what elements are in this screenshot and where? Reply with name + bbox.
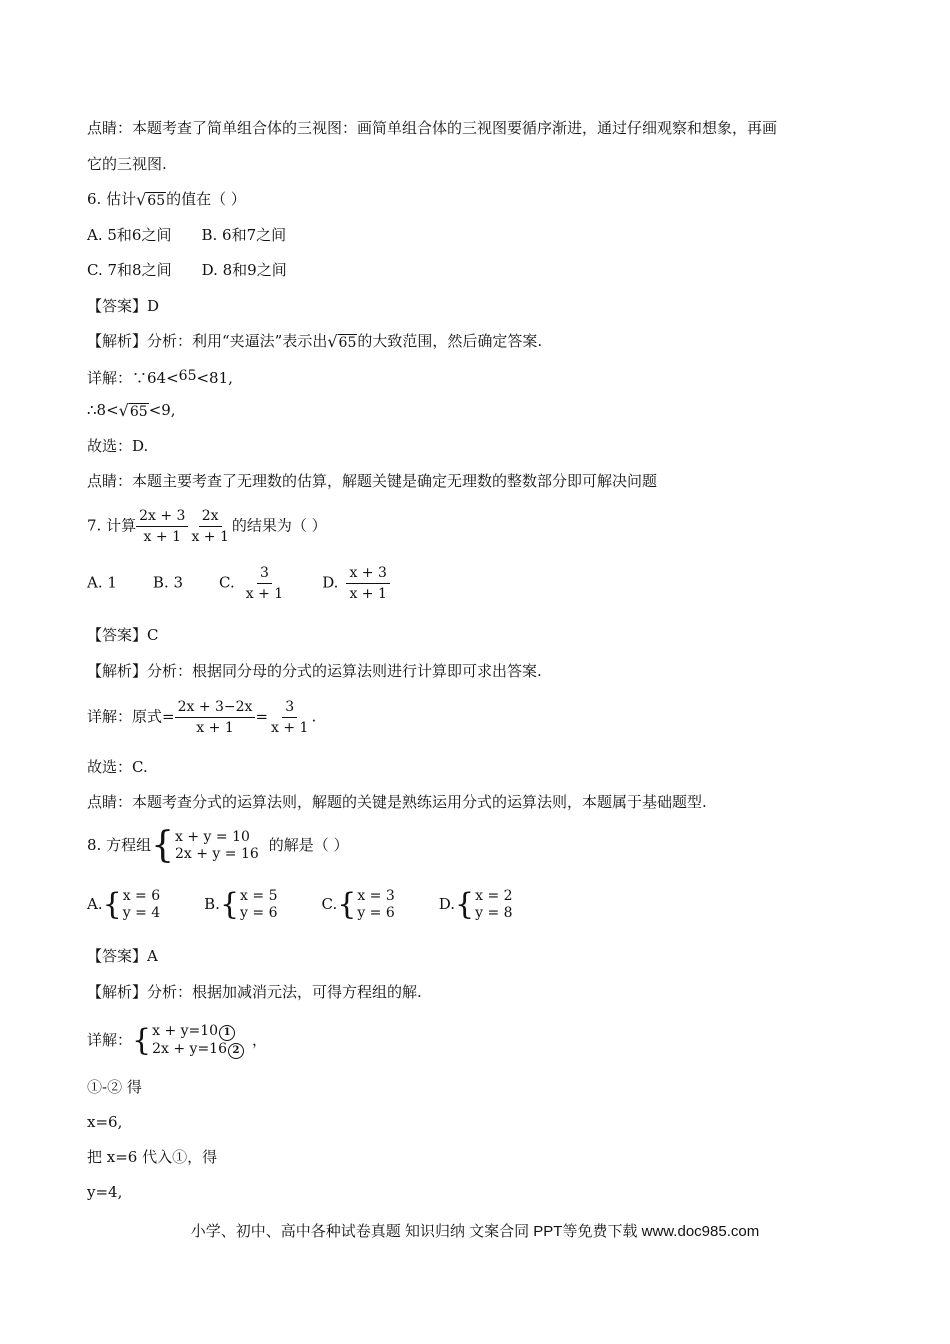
question-6 xyxy=(87,189,246,209)
answer-line: 【答案】A xyxy=(87,947,158,965)
option-a-label: A. xyxy=(87,895,103,913)
sqrt-symbol: √ 65 xyxy=(327,332,357,351)
step-line: ①-② 得 xyxy=(87,1078,142,1096)
question-text: 6. 估计 xyxy=(87,190,137,208)
step-line: x=6, xyxy=(87,1113,123,1131)
answer-line: 【答案】C xyxy=(87,626,159,644)
equation-system: { x + y = 10 2x + y = 16 xyxy=(151,825,259,866)
detail-line: ∴8< √ 65 <9, xyxy=(87,401,176,420)
circled-number-1: 1 xyxy=(219,1025,235,1041)
commentary-line: 它的三视图. xyxy=(87,155,167,173)
option-a: A. 1 xyxy=(87,573,117,592)
question-text: 7. 计算 xyxy=(87,516,137,535)
equation-system: { x + y=10 1 2x + y=16 2 xyxy=(132,1023,244,1059)
option-d: D. 8和9之间 xyxy=(201,261,287,279)
analysis-line: 【解析】分析：根据同分母的分式的运算法则进行计算即可求出答案. xyxy=(87,662,542,680)
option-b-system: { x = 5 y = 6 xyxy=(219,887,278,922)
note-line: 点睛：本题考查分式的运算法则，解题的关键是熟练运用分式的运算法则，本题属于基础题型. xyxy=(87,793,707,811)
fraction: $\frac{2x + 3}{x + 1}$ xyxy=(136,507,188,546)
option-a-system: { x = 6 y = 4 xyxy=(102,887,161,922)
detail-line: 详解： { x + y=10 1 2x + y=16 2 ， xyxy=(87,1023,268,1058)
option-c-label: C. xyxy=(219,573,235,592)
circled-number-2: 2 xyxy=(228,1043,244,1059)
fraction: $\frac{3}{x + 1}$ xyxy=(271,699,309,736)
option-d-label: D. xyxy=(322,573,339,592)
options-row xyxy=(87,260,287,280)
option-c-fraction: $\frac{3}{x + 1}$ xyxy=(245,565,284,602)
choose-line: 故选：C. xyxy=(87,758,148,776)
analysis-line: 【解析】分析：利用“夹逼法”表示出 √ 65 的大致范围，然后确定答案. xyxy=(87,332,543,351)
choose-line: 故选：D. xyxy=(87,437,149,455)
option-d-fraction: $\frac{x + 3}{x + 1}$ xyxy=(346,564,389,603)
option-a: A. 5和6之间 xyxy=(87,226,172,244)
option-d-system: { x = 2 y = 8 xyxy=(455,887,513,922)
answer-line: 【答案】D xyxy=(87,297,160,315)
note-line: 点睛：本题主要考查了无理数的估算，解题关键是确定无理数的整数部分即可解决问题 xyxy=(87,472,658,490)
options-row xyxy=(87,888,513,922)
question-text: 的结果为（ ） xyxy=(231,516,327,535)
question-text: 的值在（ ） xyxy=(166,190,246,208)
question-text: 8. 方程组 xyxy=(87,836,152,854)
option-c: C. 7和8之间 xyxy=(87,261,172,279)
options-row xyxy=(87,225,286,245)
fraction: $\frac{2x}{x + 1}$ xyxy=(191,508,229,545)
question-text: 的解是（ ） xyxy=(268,836,349,854)
detail-line: 详解：∵64<65<81, xyxy=(87,368,233,387)
sqrt-symbol: √ 65 xyxy=(136,190,166,209)
option-d-label: D. xyxy=(438,895,456,913)
question-7 xyxy=(87,507,327,546)
option-c-label: C. xyxy=(321,895,338,913)
options-row xyxy=(87,564,390,603)
option-b-label: B. xyxy=(204,895,220,913)
detail-line: 详解：原式= $\frac{2x + 3-2x}{x + 1}$ = $\frac{3}{x + 1}$ . xyxy=(87,699,317,736)
analysis-line: 【解析】分析：根据加减消元法，可得方程组的解. xyxy=(87,983,422,1001)
page-footer: 小学、初中、高中各种试卷真题 知识归纳 文案合同 PPT等免费下载 www.doc985.com xyxy=(190,1223,760,1240)
commentary-line: 点睛：本题考查了简单组合体的三视图：画简单组合体的三视图要循序渐进，通过仔细观察和想象，再画 xyxy=(87,119,778,137)
sqrt-symbol: √ 65 xyxy=(118,401,148,420)
step-line: 把 x=6 代入①，得 xyxy=(87,1148,218,1166)
option-c-system: { x = 3 y = 6 xyxy=(337,887,395,922)
question-8 xyxy=(87,825,349,866)
option-b: B. 6和7之间 xyxy=(201,226,287,244)
step-line: y=4, xyxy=(87,1183,123,1201)
option-b: B. 3 xyxy=(152,573,184,592)
fraction: $\frac{2x + 3-2x}{x + 1}$ xyxy=(175,698,256,737)
